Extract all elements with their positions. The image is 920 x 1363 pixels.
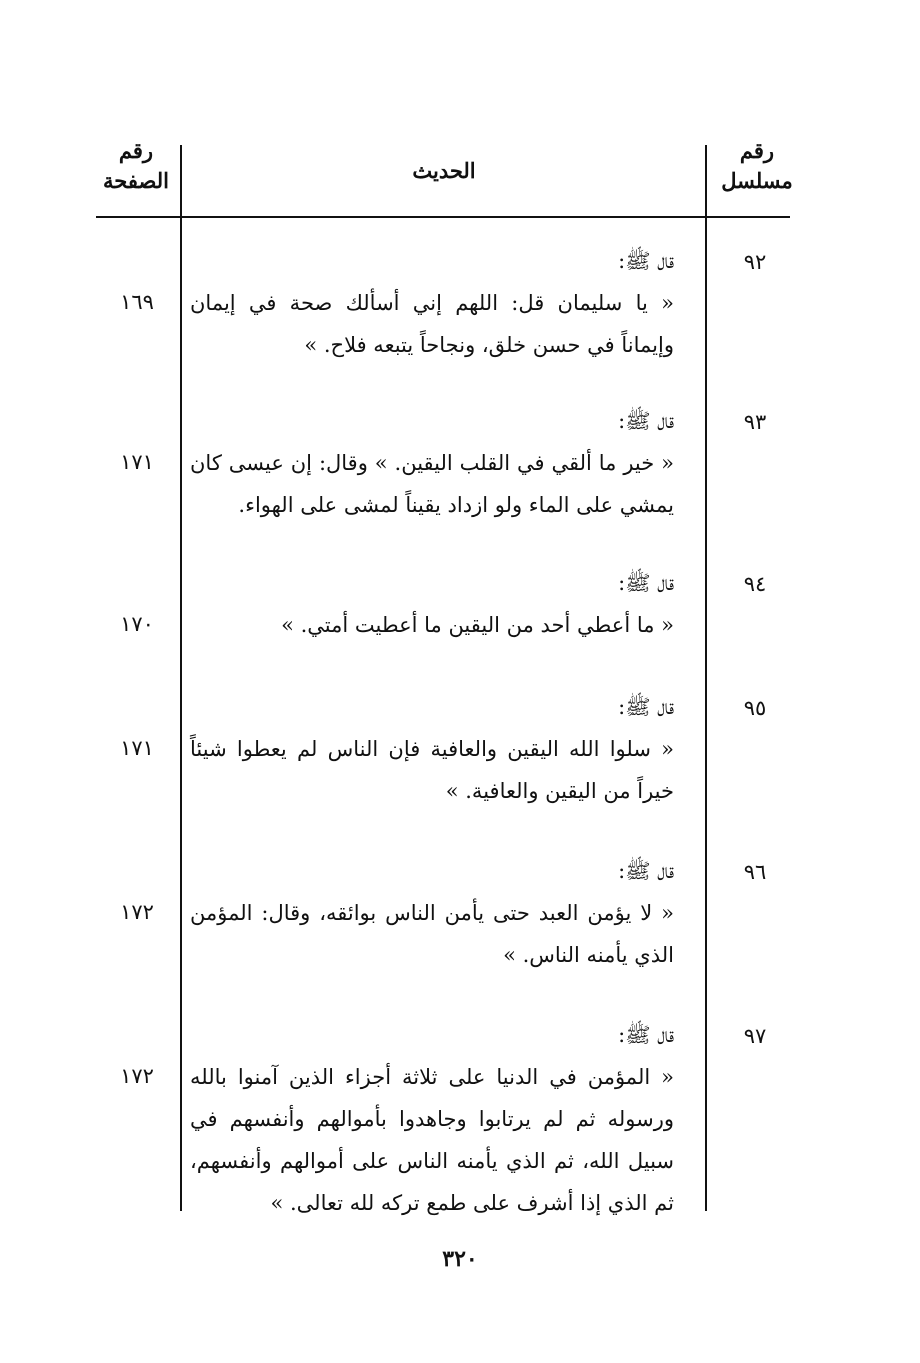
hadith-column-header: الحديث — [412, 158, 476, 183]
hadith-text: « ما أعطي أحد من اليقين ما أعطيت أمتي. » — [281, 613, 674, 637]
serial-number: ٩٣ — [743, 410, 767, 434]
hadith-text: « يا سليمان قل: اللهم إني أسألك صحة في إيمان وإيماناً في حسن خلق، ونجاحاً يتبعه فلاح. » — [190, 291, 674, 357]
hadith-text-block — [190, 240, 674, 366]
page-reference: ١٧٠ — [120, 612, 154, 636]
hadith-text-block — [190, 400, 674, 526]
hadith-intro: قال ﷺ: — [618, 571, 674, 595]
header-rule — [96, 216, 790, 218]
page-number: ٣٢٠ — [442, 1246, 478, 1272]
hadith-text-block — [190, 850, 674, 976]
serial-number: ٩٧ — [743, 1024, 767, 1048]
page-column-divider — [180, 145, 182, 1211]
hadith-text: « لا يؤمن العبد حتى يأمن الناس بوائقه، وقال: المؤمن الذي يأمنه الناس. » — [190, 901, 674, 967]
page-reference: ١٧١ — [120, 450, 154, 474]
serial-column-divider — [705, 145, 707, 1211]
page-reference: ١٧٢ — [120, 1064, 154, 1088]
page-reference: ١٧٢ — [120, 900, 154, 924]
hadith-intro: قال ﷺ: — [618, 695, 674, 719]
hadith-intro: قال ﷺ: — [618, 1023, 674, 1047]
hadith-intro: قال ﷺ: — [618, 249, 674, 273]
serial-number: ٩٦ — [743, 860, 767, 884]
hadith-text-block — [190, 1014, 674, 1224]
page-reference: ١٧١ — [120, 736, 154, 760]
hadith-text-block — [190, 686, 674, 812]
hadith-text-block — [190, 562, 674, 646]
hadith-text: « سلوا الله اليقين والعافية فإن الناس لم يعطوا شيئاً خيراً من اليقين والعافية. » — [190, 737, 674, 803]
hadith-intro: قال ﷺ: — [618, 859, 674, 883]
serial-number: ٩٤ — [743, 572, 767, 596]
hadith-text: « خير ما ألقي في القلب اليقين. » وقال: إن عيسى كان يمشي على الماء ولو ازداد يقيناً لمشى على الهواء. — [190, 451, 674, 517]
hadith-intro: قال ﷺ: — [618, 409, 674, 433]
serial-number: ٩٢ — [743, 250, 767, 274]
page-reference: ١٦٩ — [120, 290, 154, 314]
serial-number: ٩٥ — [743, 696, 767, 720]
hadith-text: « المؤمن في الدنيا على ثلاثة أجزاء الذين آمنوا بالله ورسوله ثم لم يرتابوا وجاهدوا بأموالهم وأنفسهم في سبيل الله، ثم الذي يأمنه الناس على أموالهم وأنفسهم، ثم الذي إذا أشرف على طمع تركه لله تعالى. » — [190, 1065, 674, 1215]
serial-column-header: رقم مسلسل — [721, 138, 793, 193]
page-column-header: رقم الصفحة — [103, 138, 169, 193]
